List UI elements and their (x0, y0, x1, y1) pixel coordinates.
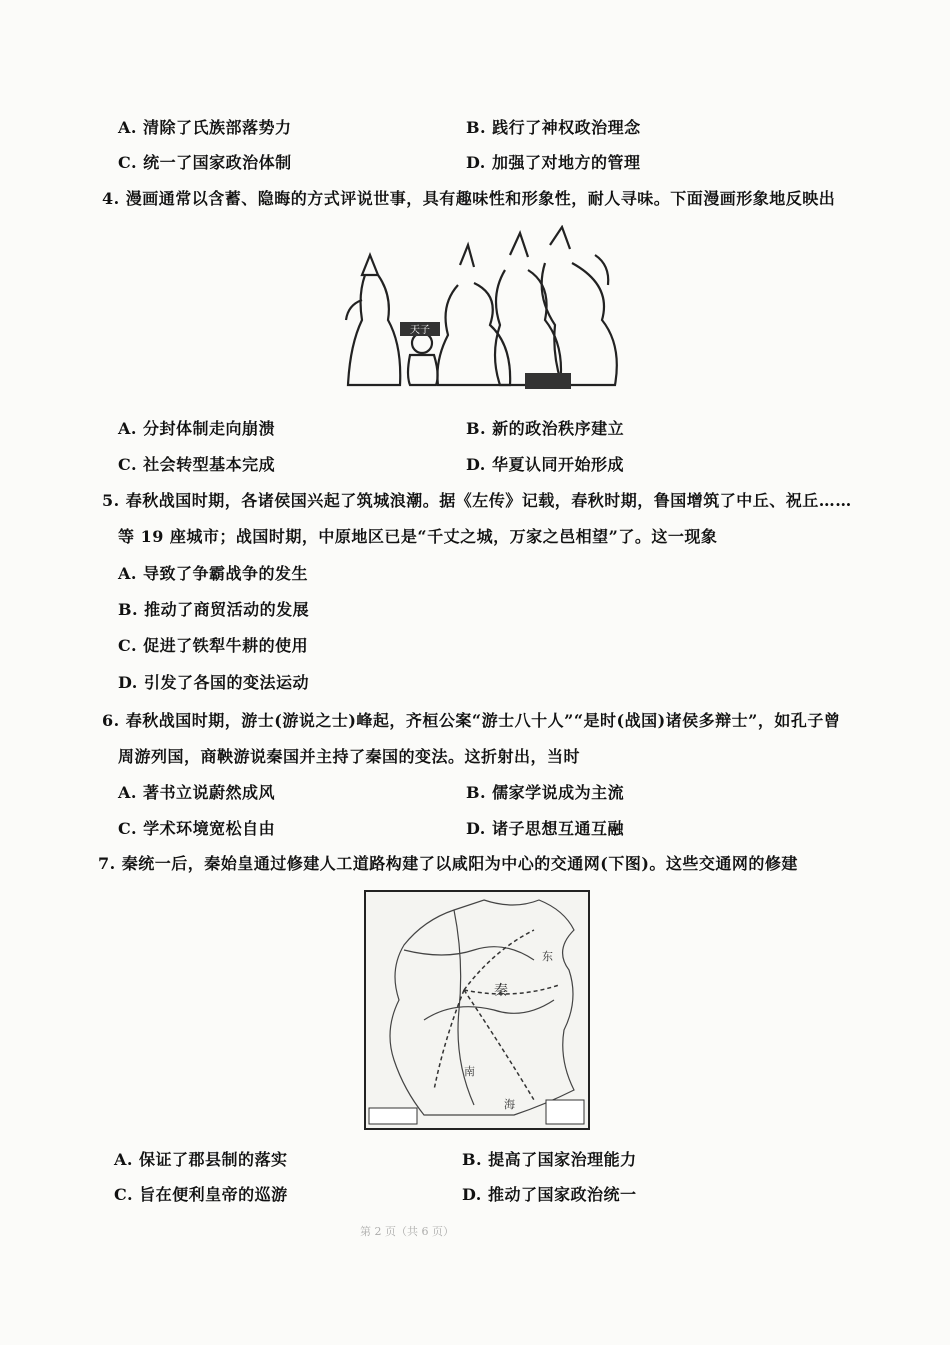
cartoon-figures (340, 225, 630, 395)
q4-option-c: C. 社会转型基本完成 (118, 455, 276, 474)
map-label-sea: 海 (504, 1098, 515, 1111)
q7-option-b: B. 提高了国家治理能力 (462, 1150, 637, 1169)
qin-road-map (364, 890, 590, 1130)
q7-option-a: A. 保证了郡县制的落实 (114, 1150, 288, 1169)
q7-option-c: C. 旨在便利皇帝的巡游 (114, 1185, 288, 1204)
q4-option-a: A. 分封体制走向崩溃 (118, 419, 276, 438)
page-footer: 第 2 页（共 6 页） (360, 1225, 454, 1238)
q7-option-d: D. 推动了国家政治统一 (462, 1185, 637, 1204)
q3-option-a: A. 清除了氏族部落势力 (118, 118, 292, 137)
tianzi-sign-text: 天子 (410, 325, 430, 336)
q6-stem-line2: 周游列国，商鞅游说秦国并主持了秦国的变法。这折射出，当时 (118, 747, 581, 766)
q4-option-d: D. 华夏认同开始形成 (466, 455, 624, 474)
q5-stem-line1: 5. 春秋战国时期，各诸侯国兴起了筑城浪潮。据《左传》记载，春秋时期，鲁国增筑了中丘、祝丘…… (102, 491, 852, 510)
map-label-south: 南 (464, 1065, 475, 1078)
q4-cartoon (340, 225, 630, 395)
map-legend-right (546, 1100, 584, 1124)
q6-option-b: B. 儒家学说成为主流 (466, 783, 625, 802)
q7-map (364, 890, 590, 1130)
q5-option-b: B. 推动了商贸活动的发展 (118, 600, 310, 619)
map-label-east: 东 (542, 950, 553, 963)
q3-option-b: B. 践行了神权政治理念 (466, 118, 641, 137)
q4-option-b: B. 新的政治秩序建立 (466, 419, 625, 438)
nobles-sign (525, 373, 571, 389)
q6-option-a: A. 著书立说蔚然成风 (118, 783, 276, 802)
q6-stem-line1: 6. 春秋战国时期，游士(游说之士)峰起，齐桓公案“游士八十人”“是时(战国)诸侯多辩士”，如孔子曾 (102, 711, 841, 730)
q5-option-a: A. 导致了争霸战争的发生 (118, 564, 309, 583)
q6-option-d: D. 诸子思想互通互融 (466, 819, 624, 838)
q7-stem: 7. 秦统一后，秦始皇通过修建人工道路构建了以咸阳为中心的交通网(下图)。这些交通网的修建 (98, 854, 798, 873)
q4-stem: 4. 漫画通常以含蓄、隐晦的方式评说世事，具有趣味性和形象性，耐人寻味。下面漫画形象地反映出 (102, 189, 836, 208)
q3-option-c: C. 统一了国家政治体制 (118, 153, 292, 172)
q5-option-c: C. 促进了铁犁牛耕的使用 (118, 636, 309, 655)
q3-option-d: D. 加强了对地方的管理 (466, 153, 641, 172)
q6-option-c: C. 学术环境宽松自由 (118, 819, 276, 838)
map-legend-left (369, 1108, 417, 1124)
map-label-qin: 秦 (494, 983, 508, 999)
q5-option-d: D. 引发了各国的变法运动 (118, 673, 309, 692)
q5-stem-line2: 等 19 座城市；战国时期，中原地区已是“千丈之城，万家之邑相望”了。这一现象 (118, 527, 718, 546)
